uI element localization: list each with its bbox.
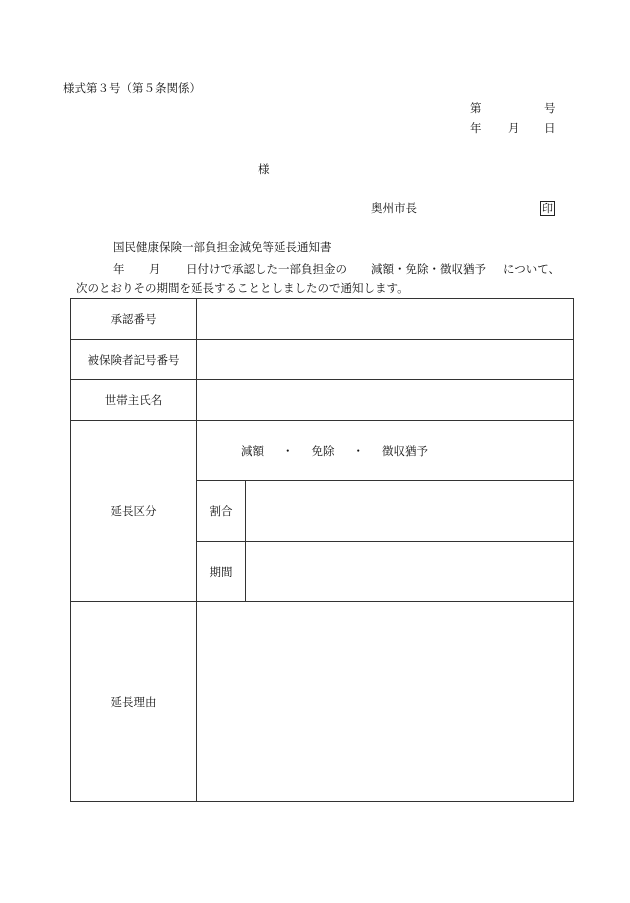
approval-number-field[interactable] bbox=[197, 299, 574, 340]
household-head-label: 世帯主氏名 bbox=[71, 380, 197, 421]
issuer-name: 奥州市長 bbox=[371, 201, 417, 215]
body-line1-options: 減額・免除・徴収猶予 bbox=[371, 262, 486, 276]
period-field[interactable] bbox=[246, 542, 574, 602]
table-row bbox=[71, 299, 574, 340]
date-month: 月 bbox=[508, 121, 520, 135]
form-number: 様式第３号（第５条関係） bbox=[63, 81, 201, 95]
option-deferral[interactable]: 徴収猶予 bbox=[382, 443, 428, 458]
table-row bbox=[71, 380, 574, 421]
ratio-field[interactable] bbox=[246, 481, 574, 542]
insured-number-label: 被保険者記号番号 bbox=[71, 340, 197, 380]
option-exemption[interactable]: 免除 bbox=[311, 443, 335, 458]
document-title: 国民健康保険一部負担金減免等延長通知書 bbox=[113, 240, 332, 254]
doc-number-suffix: 号 bbox=[544, 101, 556, 115]
table-row bbox=[71, 602, 574, 802]
extension-reason-label: 延長理由 bbox=[71, 602, 197, 802]
body-year: 年 bbox=[113, 262, 125, 276]
body-month: 月 bbox=[149, 262, 161, 276]
option-separator: ・ bbox=[282, 443, 294, 458]
addressee-honorific: 様 bbox=[258, 162, 270, 176]
table-row bbox=[71, 421, 574, 481]
date-year: 年 bbox=[470, 121, 482, 135]
approval-number-label: 承認番号 bbox=[71, 299, 197, 340]
option-reduction[interactable]: 減額 bbox=[241, 443, 264, 458]
notice-table bbox=[70, 298, 574, 802]
household-head-field[interactable] bbox=[197, 380, 574, 421]
extension-category-label: 延長区分 bbox=[71, 421, 197, 602]
insured-number-field[interactable] bbox=[197, 340, 574, 380]
extension-options bbox=[197, 421, 574, 481]
period-label: 期間 bbox=[197, 542, 246, 602]
extension-reason-field[interactable] bbox=[197, 602, 574, 802]
option-separator: ・ bbox=[352, 443, 364, 458]
doc-number-prefix: 第 bbox=[470, 101, 482, 115]
table-row bbox=[71, 340, 574, 380]
date-day: 日 bbox=[544, 121, 556, 135]
body-line1-tail: について、 bbox=[503, 262, 561, 276]
body-line1-text: 日付けで承認した一部負担金の bbox=[186, 262, 347, 276]
body-line2: 次のとおりその期間を延長することとしましたので通知します。 bbox=[76, 281, 409, 295]
ratio-label: 割合 bbox=[197, 481, 246, 542]
seal-mark: 印 bbox=[542, 202, 553, 215]
